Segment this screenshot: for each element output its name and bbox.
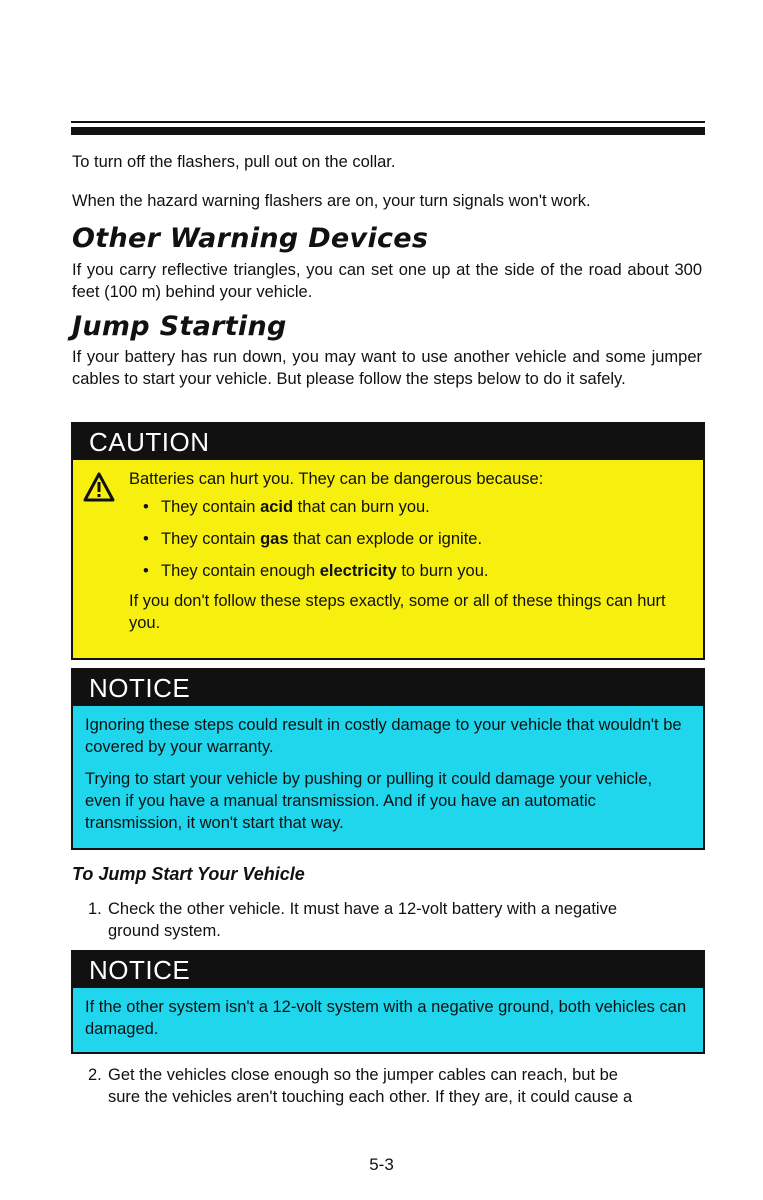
caution-label: CAUTION [73, 424, 703, 460]
jump-start-subheading: To Jump Start Your Vehicle [72, 864, 305, 884]
step-number: 1. [88, 900, 102, 918]
caution-box [71, 422, 705, 660]
header-rule-thick [71, 127, 705, 135]
flashers-off-text: To turn off the flashers, pull out on the collar. [72, 153, 396, 171]
notice-body [73, 706, 703, 834]
caution-closing: If you don't follow these steps exactly, some or all of these things can hurt you. [129, 592, 666, 632]
other-warning-devices-heading: Other Warning Devices [72, 223, 429, 254]
caution-bullet: • They contain acid that can burn you. [143, 496, 687, 518]
caution-intro: Batteries can hurt you. They can be dangerous because: [129, 470, 544, 488]
caution-bullet-list [129, 496, 687, 582]
notice-label: NOTICE [73, 952, 703, 988]
step-text: Check the other vehicle. It must have a 12-volt battery with a negative [108, 900, 618, 918]
jump-starting-text: If your battery has run down, you may want to use another vehicle and some jumper cables to start your vehicle. But please follow the steps below to do it safely. [72, 348, 702, 388]
notice-box [71, 950, 705, 1054]
step-text-cont: sure the vehicles aren't touching each other. If they are, it could cause a [108, 1088, 633, 1106]
warning-triangle-icon [83, 472, 115, 502]
header-rule-thin [71, 121, 705, 123]
notice-box [71, 668, 705, 850]
page-number: 5-3 [369, 1155, 394, 1174]
notice-label: NOTICE [73, 670, 703, 706]
jump-starting-heading: Jump Starting [72, 311, 287, 342]
step-2 [88, 1064, 698, 1108]
other-warning-devices-text: If you carry reflective triangles, you can set one up at the side of the road about 300 feet (100 m) behind your vehicle. [72, 261, 702, 301]
notice-warranty-text: Ignoring these steps could result in costly damage to your vehicle that wouldn't be covered by your warranty. [85, 716, 682, 756]
notice-body [73, 988, 703, 1040]
flashers-signals-text: When the hazard warning flashers are on, your turn signals won't work. [72, 192, 591, 210]
step-1 [88, 898, 698, 942]
step-text-cont: ground system. [108, 922, 221, 940]
notice-push-start-text: Trying to start your vehicle by pushing or pulling it could damage your vehicle, even if you have a manual transmission. And if you have an automatic transmission, it won't start that way. [85, 770, 653, 832]
caution-body [73, 460, 703, 634]
notice-negative-ground-text: If the other system isn't a 12-volt system with a negative ground, both vehicles can damaged. [85, 998, 687, 1038]
caution-bullet: • They contain gas that can explode or ignite. [143, 528, 687, 550]
step-text: Get the vehicles close enough so the jumper cables can reach, but be [108, 1066, 618, 1084]
step-number: 2. [88, 1066, 102, 1084]
caution-bullet: • They contain enough electricity to burn you. [143, 560, 687, 582]
